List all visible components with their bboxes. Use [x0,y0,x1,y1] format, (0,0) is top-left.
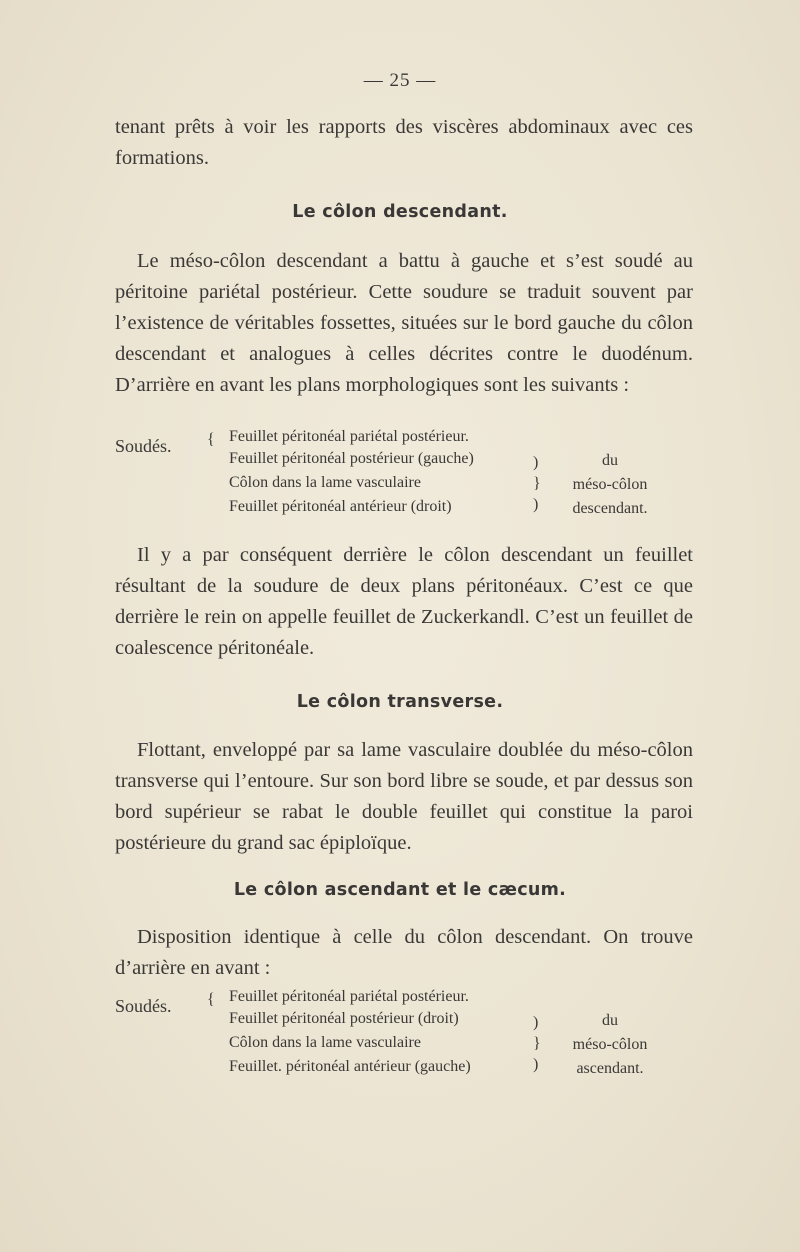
section-paragraph: Il y a par conséquent derrière le côlon descendant un feuillet résultant de la soudure de deux plans péritonéaux. C’est ce que derrière le rein on appelle feuillet de Zuckerkandl. C’est un feuillet de coalescence péritonéale. [115,544,693,659]
planes-table-ascendant [115,988,695,1088]
section-heading-colon-transverse: Le côlon transverse. [296,692,504,712]
section-heading-colon-descendant: Le côlon descendant. [292,202,508,222]
table-note: du [602,1012,618,1029]
section-heading-colon-ascendant: Le côlon ascendant et le cæcum. [233,880,567,900]
table-row: Côlon dans la lame vasculaire [229,474,421,491]
table-label: Soudés. [115,436,172,456]
table-row: Feuillet péritonéal antérieur (droit) [229,498,452,515]
table-note: méso-côlon [572,1036,648,1053]
table-row: Feuillet péritonéal postérieur (gauche) [229,450,474,467]
page-number: — 25 — [363,70,437,91]
table-row: Côlon dans la lame vasculaire [229,1034,421,1051]
brace-right: ) } ) [533,454,541,513]
section-paragraph: Flottant, enveloppé par sa lame vasculaire doublée du méso-côlon transverse qui l’entoure. Sur son bord libre se soude, et par dessus son bord supérieur se rabat le double feuillet qui constitue la paroi postérieure du grand sac épiploïque. [115,739,693,854]
section-paragraph: Le méso-côlon descendant a battu à gauche et s’est soudé au péritoine pariétal postérieur. Cette soudure se traduit souvent par l’existence de véritables fossettes, situées sur le bord gauche du côlon descendant et analogues à celles décrites contre le duodénum. D’arrière en avant les plans morphologiques sont les suivants : [115,250,693,396]
table-row: Feuillet péritonéal pariétal postérieur. [229,988,469,1005]
table-label: Soudés. [115,996,172,1016]
table-note: méso-côlon [572,476,648,493]
planes-table-descendant [115,428,695,528]
brace-right: ) } ) [533,1014,541,1073]
brace-left: { [207,991,215,1008]
table-note: du [602,452,618,469]
table-row: Feuillet péritonéal pariétal postérieur. [229,428,469,445]
section-paragraph: Disposition identique à celle du côlon descendant. On trouve d’arrière en avant : [115,926,693,979]
table-note: ascendant. [576,1060,644,1077]
intro-paragraph: tenant prêts à voir les rapports des viscères abdominaux avec ces formations. [115,116,693,169]
table-note: descendant. [572,500,648,517]
brace-left: { [207,431,215,448]
table-row: Feuillet péritonéal postérieur (droit) [229,1010,459,1027]
table-row: Feuillet. péritonéal antérieur (gauche) [229,1058,471,1075]
